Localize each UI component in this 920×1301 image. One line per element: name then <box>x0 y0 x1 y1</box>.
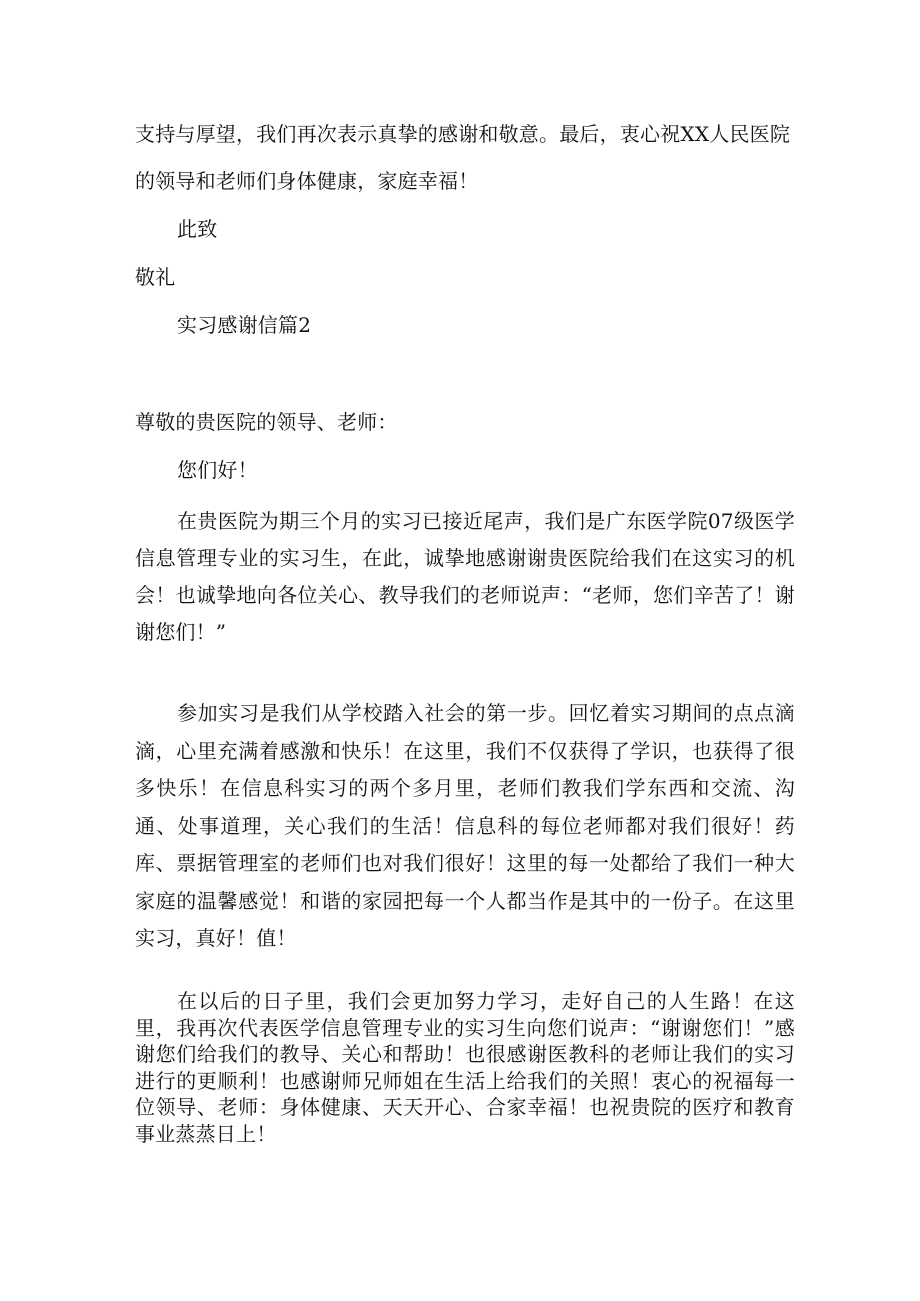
salutation: 尊敬的贵医院的领导、老师： <box>135 410 398 434</box>
greeting: 您们好！ <box>177 458 258 482</box>
closing-jing-li: 敬礼 <box>135 265 176 289</box>
section-title: 实习感谢信篇2 <box>177 313 312 337</box>
body-line-2: 的领导和老师们身体健康，家庭幸福！ <box>135 169 479 193</box>
body-line-1: 支持与厚望，我们再次表示真挚的感谢和敬意。最后，衷心祝XX人民医院 <box>135 122 791 146</box>
paragraph-1: 在贵医院为期三个月的实习已接近尾声，我们是广东医学院07级医学信息管理专业的实习生，在此，诚挚地感谢谢贵医院给我们在这实习的机会！也诚挚地向各位关心、教导我们的老师说声：“老师，您们辛苦了！谢谢您们！” <box>135 509 795 644</box>
paragraph-2: 参加实习是我们从学校踏入社会的第一步。回忆着实习期间的点点滴滴，心里充满着感激和快乐！在这里，我们不仅获得了学识，也获得了很多快乐！在信息科实习的两个多月里，老师们教我们学东西和交流、沟通、处事道理，关心我们的生活！信息科的每位老师都对我们很好！药库、票据管理室的老师们也对我们很好！这里的每一处都给了我们一种大家庭的温馨感觉！和谐的家园把每一个人都当作是其中的一份子。在这里实习，真好！值！ <box>135 701 795 950</box>
paragraph-3: 在以后的日子里，我们会更加努力学习，走好自己的人生路！在这里，我再次代表医学信息管理专业的实习生向您们说声：“谢谢您们！”感谢您们给我们的教导、关心和帮助！也很感谢医教科的老师让我们的实习进行的更顺利！也感谢师兄师姐在生活上给我们的关照！衷心的祝福每一位领导、老师：身体健康、天天开心、合家幸福！也祝贵院的医疗和教育事业蒸蒸日上！ <box>135 989 795 1146</box>
closing-ci-zhi: 此致 <box>177 217 218 241</box>
